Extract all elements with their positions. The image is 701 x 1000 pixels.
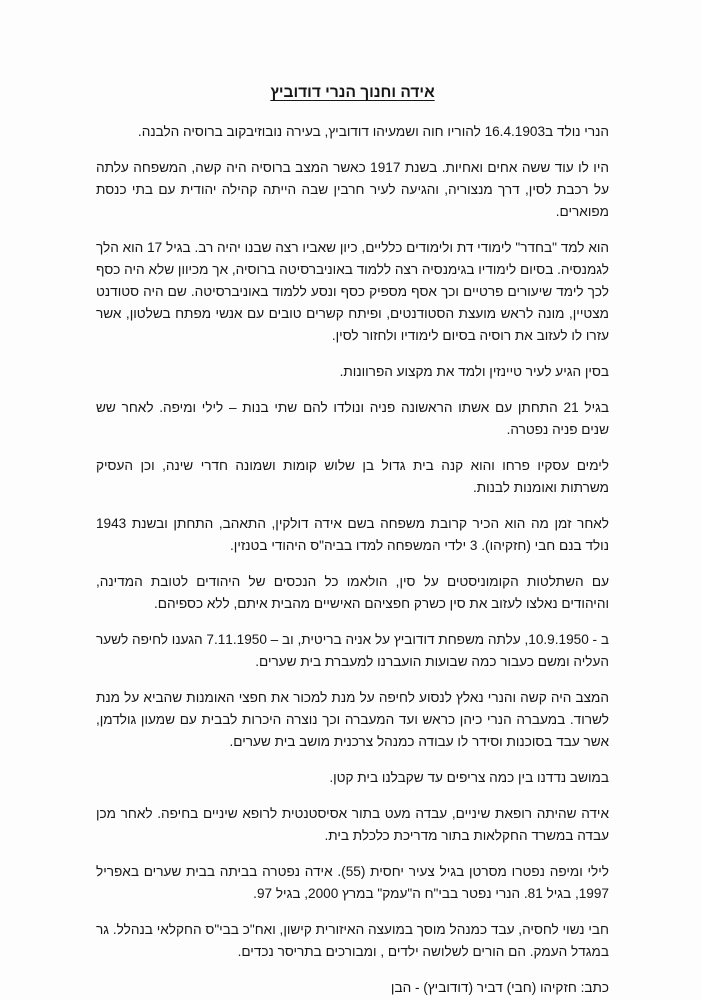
document-title: אידה וחנוך הנרי דודוביץ	[270, 84, 435, 101]
paragraph-second-marriage: לאחר זמן מה הוא הכיר קרובת משפחה בשם אידה דולקין, התאהב, התחתן ובשנת 1943 נולד בנם חבי (חזקיהו). 3 ילדי המשפחה למדו בביה"ס היהודי בטנזין.	[96, 516, 609, 553]
paragraph-deaths: לילי ומיפה נפטרו מסרטן בגיל צעיר יחסית (55). אידה נפטרה בביתה בבית שערים באפריל 1997, בגיל 81. הנרי נפטר בבי"ח ה"עמק" במרץ 2000, בגיל 97.	[96, 864, 609, 901]
paragraph-education: הוא למד "בחדר" לימודי דת ולימודים כלליים, כיון שאביו רצה שבנו יהיה רב. בגיל 17 הוא הלך לגמנסיה. בסיום לימודיו בגימנסיה רצה ללמוד באוניברסיטה ברוסיה, אך מכיוון שלא היה כסף לכך לימד שיעורים פרטיים וכך אסף מספיק כסף ונסע ללמוד באוניברסיטה. שם היה סטודנט מצטיין, מונה לראש מועצת הסטודנטים, ופיתח קשרים טובים עם אנשי מפתח בשלטון, אשר עזרו לו לעזוב את רוסיה בסיום לימודיו ולחזור לסין.	[96, 240, 610, 343]
paragraph-ida-work: אידה שהיתה רופאת שיניים, עבדה מעט בתור אסיסטנטית לרופא שיניים בחיפה. לאחר מכן עבדה במשרד החקלאות בתור מדריכת כלכלת בית.	[96, 806, 609, 843]
paragraph-business: לימים עסקיו פרחו והוא קנה בית גדול בן שלוש קומות ושמונה חדרי שינה, וכן העסיק משרתות ואומנות לבנות.	[96, 458, 609, 495]
paragraph-birth: הנרי נולד ב16.4.1903 להוריו חוה ושמעיהו דודוביץ, בעירה נובוזיבקוב ברוסיה הלבנה.	[137, 124, 609, 139]
paragraph-maabara: המצב היה קשה והנרי נאלץ לנסוע לחיפה על מנת למכור את חפצי האומנות שהביא על מנת לשרוד. במעברה הנרי כיהן כראש ועד המעברה וכך נוצרה היכרות לבבית עם שמעון גולדמן, אשר עבד בסוכנות וסידר לו עבודה כמנהל צרכנית מושב בית שערים.	[96, 690, 609, 749]
author-signature: כתב: חזקיהו (חבי) דביר (דודוביץ) - הבן	[390, 980, 609, 995]
paragraph-communists: עם השתלטות הקומוניסטים על סין, הולאמו כל הנכסים של היהודים לטובת המדינה, והיהודים נאלצו לעזוב את סין כשרק חפציהם האישיים מהבית איתם, ללא כספיהם.	[96, 574, 609, 611]
paragraph-family-to-china: היו לו עוד ששה אחים ואחיות. בשנת 1917 כאשר המצב ברוסיה היה קשה, המשפחה עלתה על רכבת לסין, דרך מנצוריה, והגיעה לעיר חרבין שבה הייתה קהילה יהודית עם בתי כנסת מפוארים.	[96, 160, 609, 219]
paragraph-hevi: חבי נשוי לחסיה, עבד כמנהל מוסך במועצה האיזורית קישון, ואח"כ בבי"ס החקלאי בנהלל. גר במגדל העמק. הם הורים לשלושה ילדים , ומבורכים בתריסר נכדים.	[96, 922, 609, 959]
paragraph-tianjin: בסין הגיע לעיר טיינזין ולמד את מקצוע הפרוונות.	[339, 364, 609, 379]
paragraph-moshav: במושב נדדנו בין כמה צריפים עד שקבלנו בית קטן.	[329, 770, 609, 785]
paragraph-aliyah: ב - 10.9.1950, עלתה משפחת דודוביץ על אניה בריטית, וב – 7.11.1950 הגענו לחיפה לשער העליה ומשם כעבור כמה שבועות הועברנו למעברת בית שערים.	[96, 632, 609, 669]
paragraph-first-marriage: בגיל 21 התחתן עם אשתו הראשונה פניה ונולדו להם שתי בנות – לילי ומיפה. לאחר שש שנים פניה נפטרה.	[96, 400, 609, 437]
